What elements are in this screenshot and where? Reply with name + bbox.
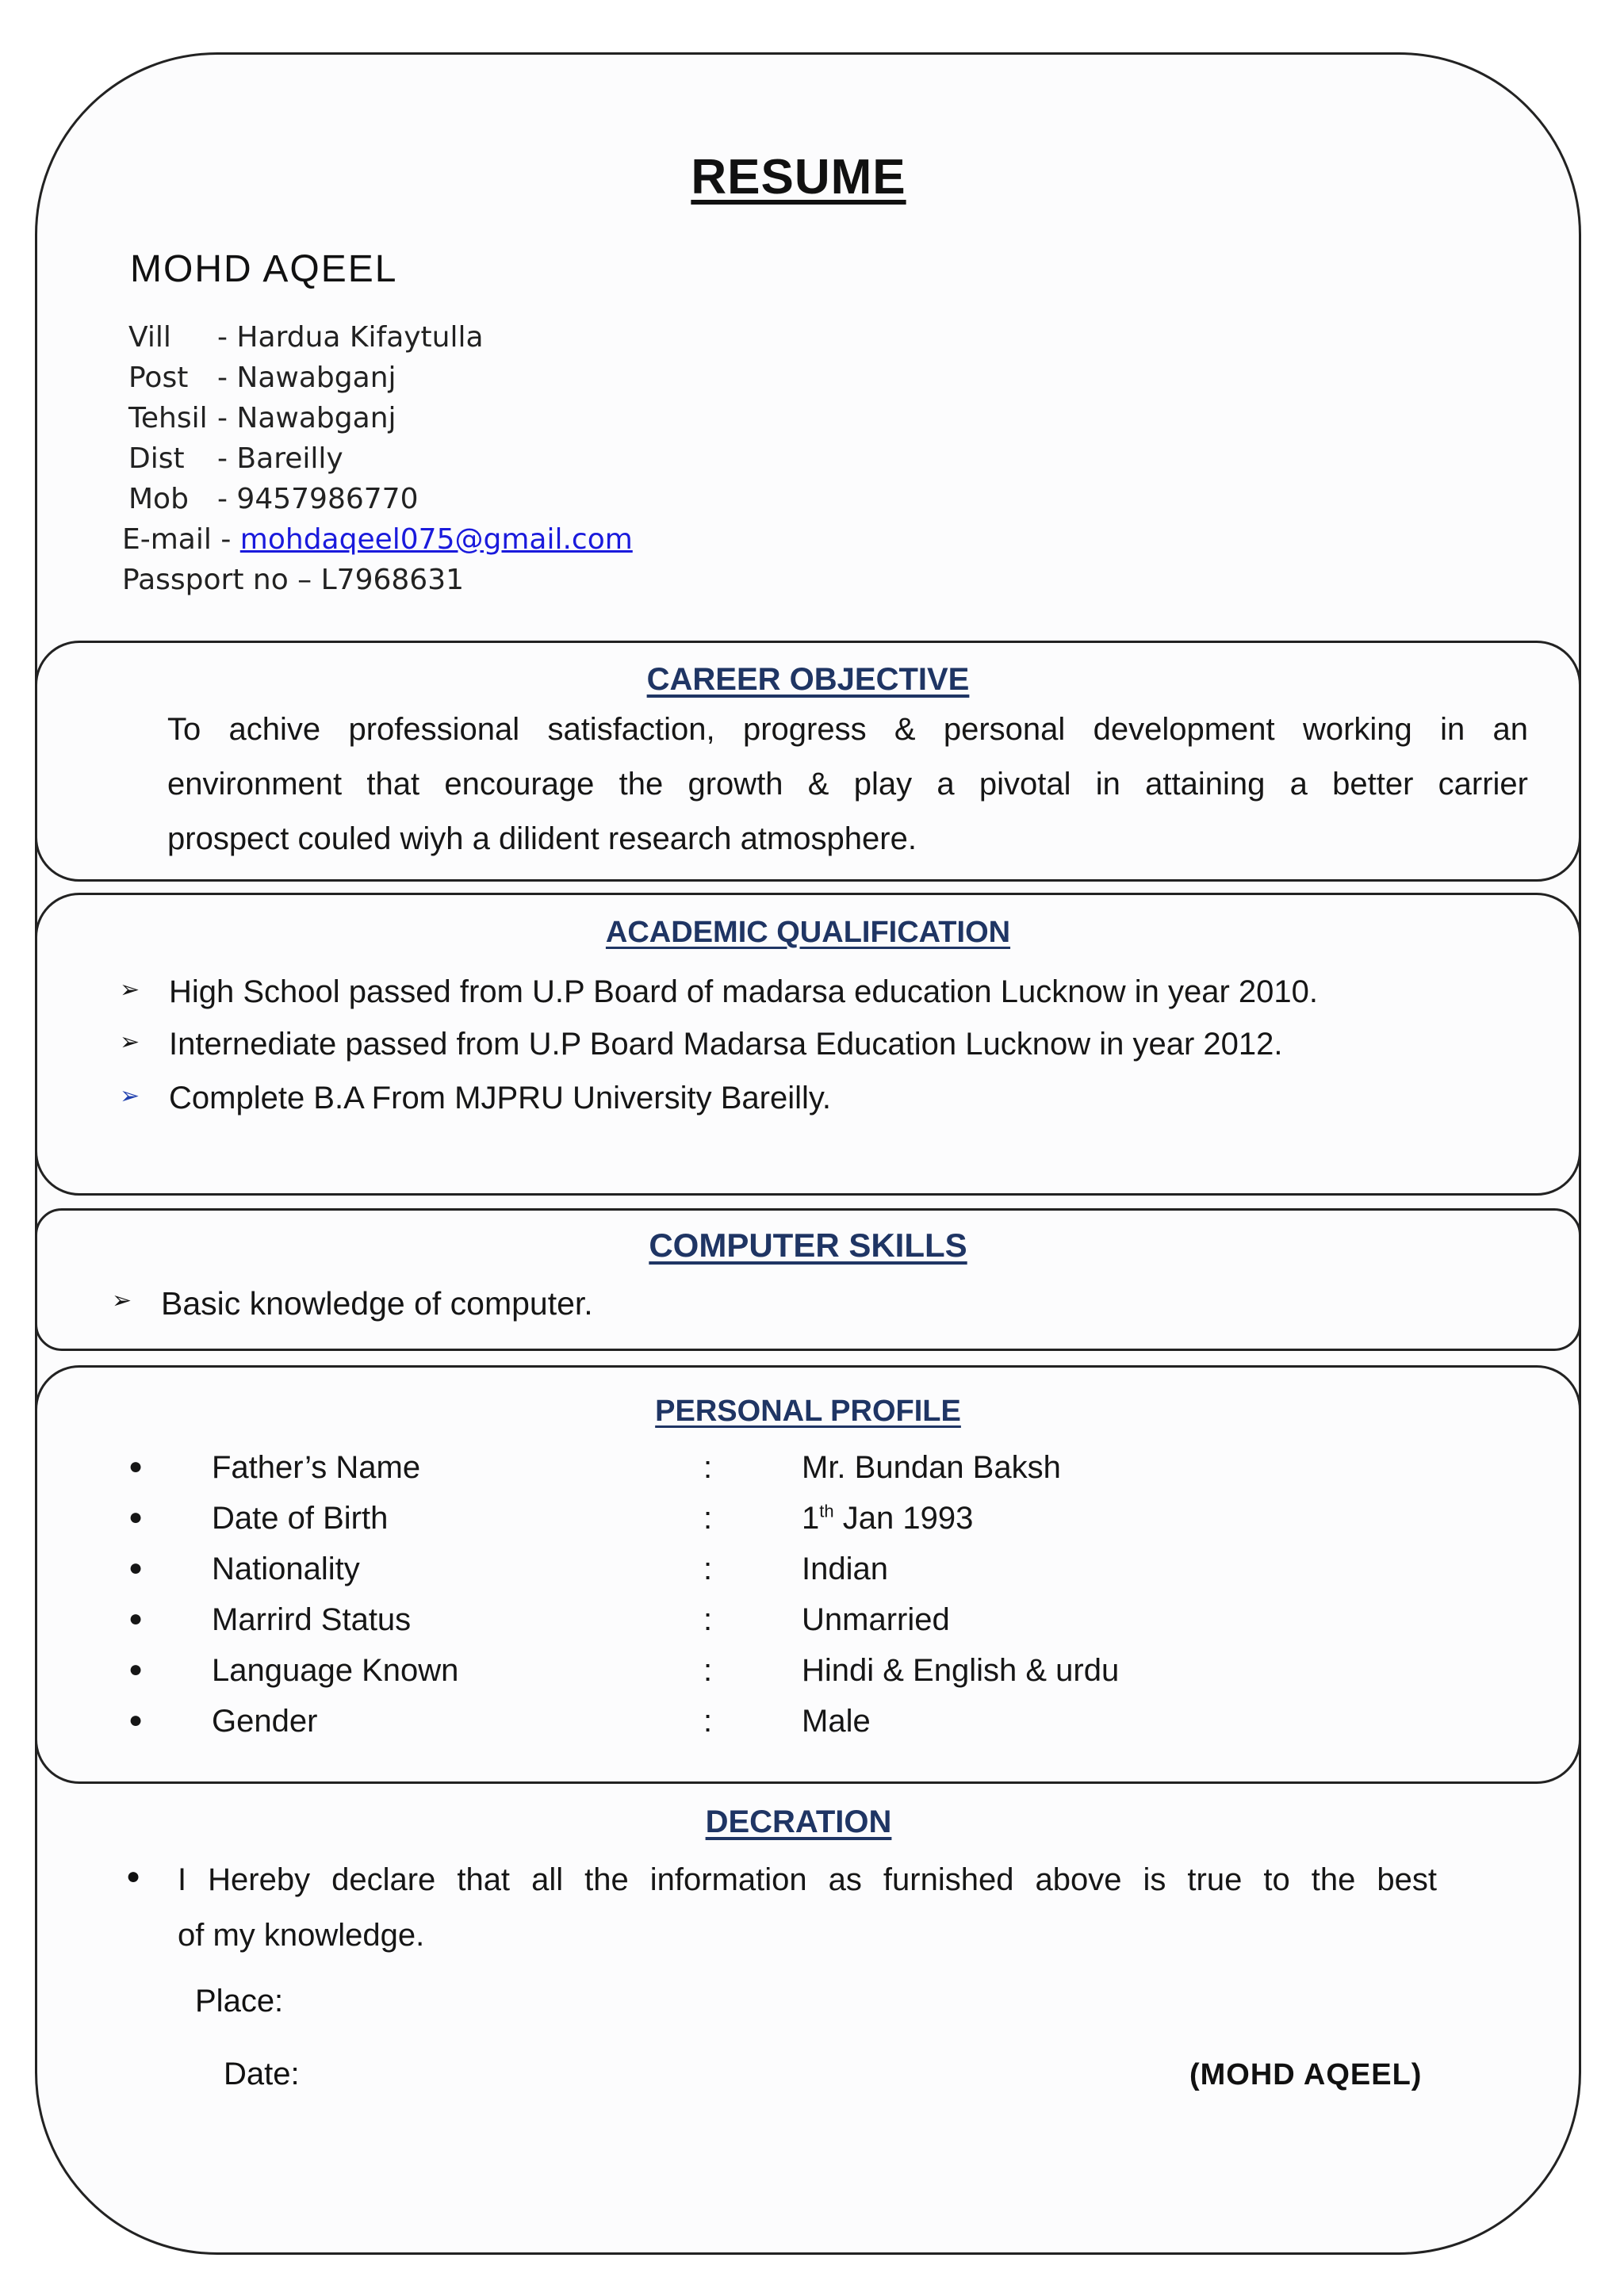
list-item bbox=[120, 1027, 1318, 1081]
dob-rest: Jan 1993 bbox=[833, 1501, 974, 1536]
bullet-dot-icon: ● bbox=[128, 1555, 144, 1581]
declaration-line: of my knowledge. bbox=[178, 1918, 425, 1953]
place-label: Place: bbox=[195, 1984, 284, 2019]
address-value: - Nawabganj bbox=[217, 362, 396, 394]
list-item bbox=[120, 974, 1318, 1027]
arrow-bullet-icon: ➢ bbox=[120, 977, 140, 1003]
page-title: RESUME bbox=[691, 150, 906, 205]
profile-label: Gender bbox=[212, 1704, 318, 1739]
career-line: To achive professional satisfaction, progress & personal development working in an bbox=[167, 712, 1528, 747]
career-objective-heading: CAREER OBJECTIVE bbox=[646, 662, 970, 697]
profile-colon: : bbox=[703, 1602, 713, 1637]
arrow-bullet-icon: ➢ bbox=[112, 1288, 132, 1314]
dob-day: 1 bbox=[802, 1501, 820, 1536]
signature-name: (MOHD AQEEL) bbox=[1189, 2058, 1423, 2091]
career-objective-text bbox=[167, 702, 1528, 867]
profile-label: Date of Birth bbox=[212, 1501, 389, 1536]
career-objective-section bbox=[35, 641, 1581, 882]
profile-label: Marrird Status bbox=[212, 1602, 412, 1637]
personal-profile-heading: PERSONAL PROFILE bbox=[655, 1395, 961, 1428]
address-value: - Bareilly bbox=[217, 442, 343, 475]
address-key: Vill bbox=[128, 321, 171, 354]
profile-colon: : bbox=[703, 1704, 713, 1739]
profile-value: Unmarried bbox=[802, 1602, 950, 1637]
profile-colon: : bbox=[703, 1450, 713, 1485]
profile-label: Father’s Name bbox=[212, 1450, 421, 1485]
profile-colon: : bbox=[703, 1501, 713, 1536]
address-value: - Hardua Kifaytulla bbox=[217, 321, 484, 354]
list-item bbox=[112, 1285, 593, 1322]
career-line: prospect couled wiyh a dilident research atmosphere. bbox=[167, 821, 917, 856]
bullet-dot-icon: ● bbox=[128, 1504, 144, 1530]
applicant-name: MOHD AQEEL bbox=[130, 248, 398, 290]
profile-colon: : bbox=[703, 1552, 713, 1586]
address-key: Tehsil bbox=[128, 402, 208, 434]
profile-label: Nationality bbox=[212, 1552, 360, 1586]
email-row bbox=[122, 519, 633, 560]
bullet-dot-icon: ● bbox=[128, 1707, 144, 1733]
address-row bbox=[128, 438, 633, 479]
academic-heading: ACADEMIC QUALIFICATION bbox=[605, 916, 1011, 949]
declaration-line: I Hereby declare that all the information as furnished above is true to the best bbox=[178, 1862, 1437, 1897]
declaration-text bbox=[178, 1852, 1437, 1963]
profile-colon: : bbox=[703, 1653, 713, 1688]
declaration-heading: DECRATION bbox=[705, 1804, 892, 1839]
profile-label: Language Known bbox=[212, 1653, 459, 1688]
address-row bbox=[128, 479, 633, 519]
passport-row: Passport no – L7968631 bbox=[122, 564, 465, 596]
date-label: Date: bbox=[224, 2057, 300, 2091]
computer-skills-list bbox=[112, 1285, 593, 1322]
dob-suffix: th bbox=[819, 1501, 834, 1521]
academic-item: High School passed from U.P Board of madarsa education Lucknow in year 2010. bbox=[169, 974, 1318, 1009]
profile-value: Mr. Bundan Baksh bbox=[802, 1450, 1061, 1485]
profile-value: Male bbox=[802, 1704, 871, 1739]
computer-skills-section bbox=[35, 1208, 1581, 1351]
profile-value: Hindi & English & urdu bbox=[802, 1653, 1120, 1688]
profile-value: Indian bbox=[802, 1552, 888, 1586]
personal-profile-section bbox=[35, 1365, 1581, 1784]
academic-item: Complete B.A From MJPRU University Bareilly. bbox=[169, 1081, 831, 1115]
email-link[interactable]: mohdaqeel075@gmail.com bbox=[239, 523, 633, 556]
address-key: Post bbox=[128, 362, 189, 394]
address-row bbox=[128, 398, 633, 438]
email-label: E-mail bbox=[122, 523, 212, 556]
profile-value bbox=[802, 1501, 973, 1536]
academic-item: Internediate passed from U.P Board Madarsa Education Lucknow in year 2012. bbox=[169, 1027, 1283, 1062]
address-block bbox=[122, 317, 633, 600]
address-key: Dist bbox=[128, 442, 185, 475]
bullet-dot-icon: ● bbox=[128, 1453, 144, 1479]
address-value: - Nawabganj bbox=[217, 402, 396, 434]
bullet-dot-icon: ● bbox=[126, 1863, 141, 1889]
academic-section bbox=[35, 893, 1581, 1196]
skill-item: Basic knowledge of computer. bbox=[161, 1285, 593, 1322]
academic-list bbox=[120, 974, 1318, 1133]
address-value: - 9457986770 bbox=[217, 483, 419, 515]
email-separator: - bbox=[220, 523, 232, 556]
address-row bbox=[128, 317, 633, 358]
bullet-dot-icon: ● bbox=[128, 1656, 144, 1682]
arrow-bullet-icon: ➢ bbox=[120, 1029, 140, 1055]
bullet-dot-icon: ● bbox=[128, 1605, 144, 1632]
career-line: environment that encourage the growth & play a pivotal in attaining a better carrier bbox=[167, 767, 1528, 802]
computer-skills-heading: COMPUTER SKILLS bbox=[649, 1226, 967, 1264]
address-row bbox=[128, 358, 633, 398]
list-item bbox=[120, 1081, 1318, 1133]
arrow-bullet-icon: ➢ bbox=[120, 1083, 140, 1109]
address-key: Mob bbox=[128, 483, 189, 515]
